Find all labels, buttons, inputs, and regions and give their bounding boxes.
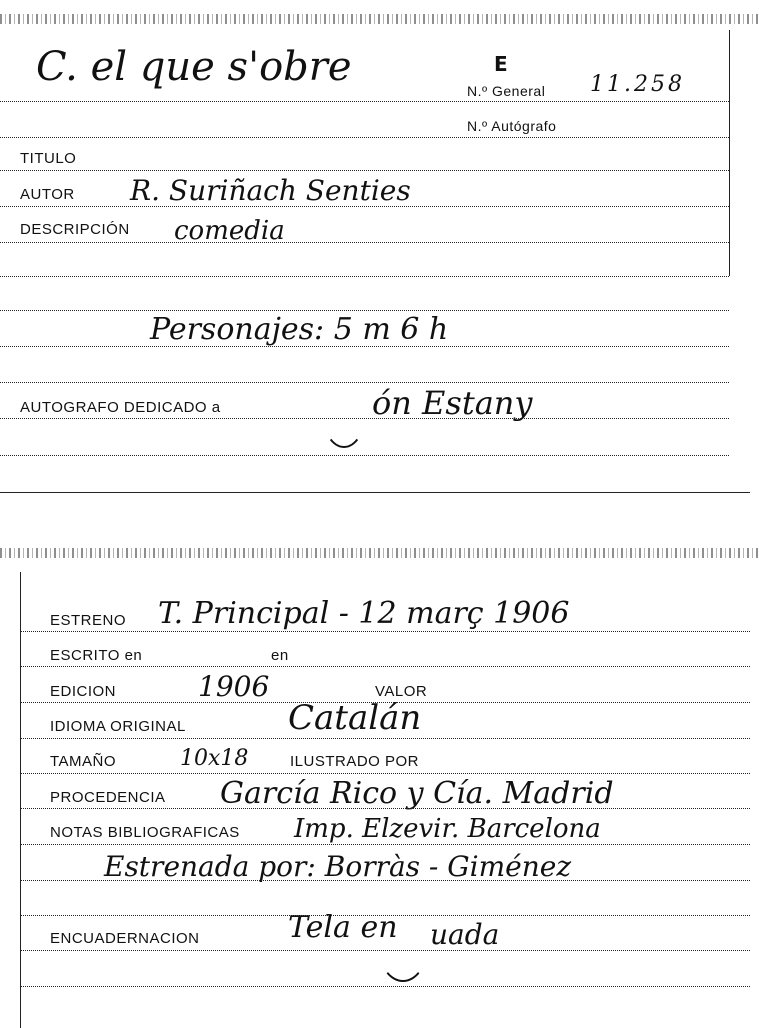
valor-label: VALOR (375, 683, 428, 700)
title-handwritten: C. el que s'obre (36, 44, 352, 90)
rule (20, 950, 750, 951)
rule (0, 242, 729, 243)
edicion-label: EDICION (50, 683, 117, 700)
card-bottom-edge (0, 492, 750, 493)
autografo-dedicado-value: ón Estany (372, 384, 533, 422)
idioma-value: Catalán (288, 698, 422, 738)
descripcion-label: DESCRIPCIÓN (20, 221, 130, 238)
rule (20, 986, 750, 987)
rule (20, 880, 750, 881)
notas-value: Imp. Elzevir. Barcelona (294, 814, 601, 844)
card-top-edge (0, 548, 759, 558)
encuadernacion-value-1: Tela en (288, 910, 398, 945)
card-top-edge (0, 14, 759, 24)
rule (0, 101, 729, 102)
rule (0, 276, 729, 277)
rule (20, 808, 750, 809)
idioma-label: IDIOMA ORIGINAL (50, 718, 186, 735)
rule (20, 738, 750, 739)
autor-label: AUTOR (20, 186, 75, 203)
autografo-dedicado-label: AUTOGRAFO DEDICADO a (20, 399, 221, 416)
estreno-label: ESTRENO (50, 612, 127, 629)
tamano-label: TAMAÑO (50, 753, 117, 770)
ilustrado-label: ILUSTRADO POR (290, 753, 420, 770)
ink-smudge (378, 912, 428, 982)
procedencia-value: García Rico y Cía. Madrid (220, 776, 614, 811)
rule (20, 844, 750, 845)
personajes-value: Personajes: 5 m 6 h (150, 312, 449, 347)
encuadernacion-label: ENCUADERNACION (50, 930, 200, 947)
rule (20, 631, 750, 632)
titulo-label: TITULO (20, 150, 77, 167)
rule (0, 418, 729, 419)
rule (0, 170, 729, 171)
rule (20, 773, 750, 774)
notas-value-2: Estrenada por: Borràs - Giménez (104, 850, 572, 883)
tamano-value: 10x18 (180, 746, 249, 771)
procedencia-label: PROCEDENCIA (50, 789, 166, 806)
en-label: en (271, 647, 289, 664)
rule (0, 137, 729, 138)
autor-value: R. Suriñach Senties (130, 174, 411, 207)
stamp-letter: E (494, 52, 508, 76)
numero-general-label: N.º General (467, 83, 546, 99)
rule (0, 346, 729, 347)
rule (0, 206, 729, 207)
rule (0, 455, 729, 456)
encuadernacion-value-2: uada (430, 918, 500, 951)
catalog-card-top (0, 0, 759, 500)
catalog-card-bottom (0, 540, 759, 1028)
edicion-value: 1906 (198, 670, 270, 703)
card-right-border (729, 30, 730, 276)
numero-general-value: 11.258 (590, 72, 685, 97)
numero-autografo-label: N.º Autógrafo (467, 118, 557, 134)
notas-label: NOTAS BIBLIOGRAFICAS (50, 824, 240, 841)
rule (0, 310, 729, 311)
descripcion-value: comedia (174, 216, 285, 246)
escrito-label: ESCRITO en (50, 647, 143, 664)
card-left-border (20, 572, 21, 1028)
rule (20, 666, 750, 667)
rule (0, 382, 729, 383)
ink-smudge (322, 380, 366, 448)
estreno-value: T. Principal - 12 març 1906 (158, 596, 570, 631)
